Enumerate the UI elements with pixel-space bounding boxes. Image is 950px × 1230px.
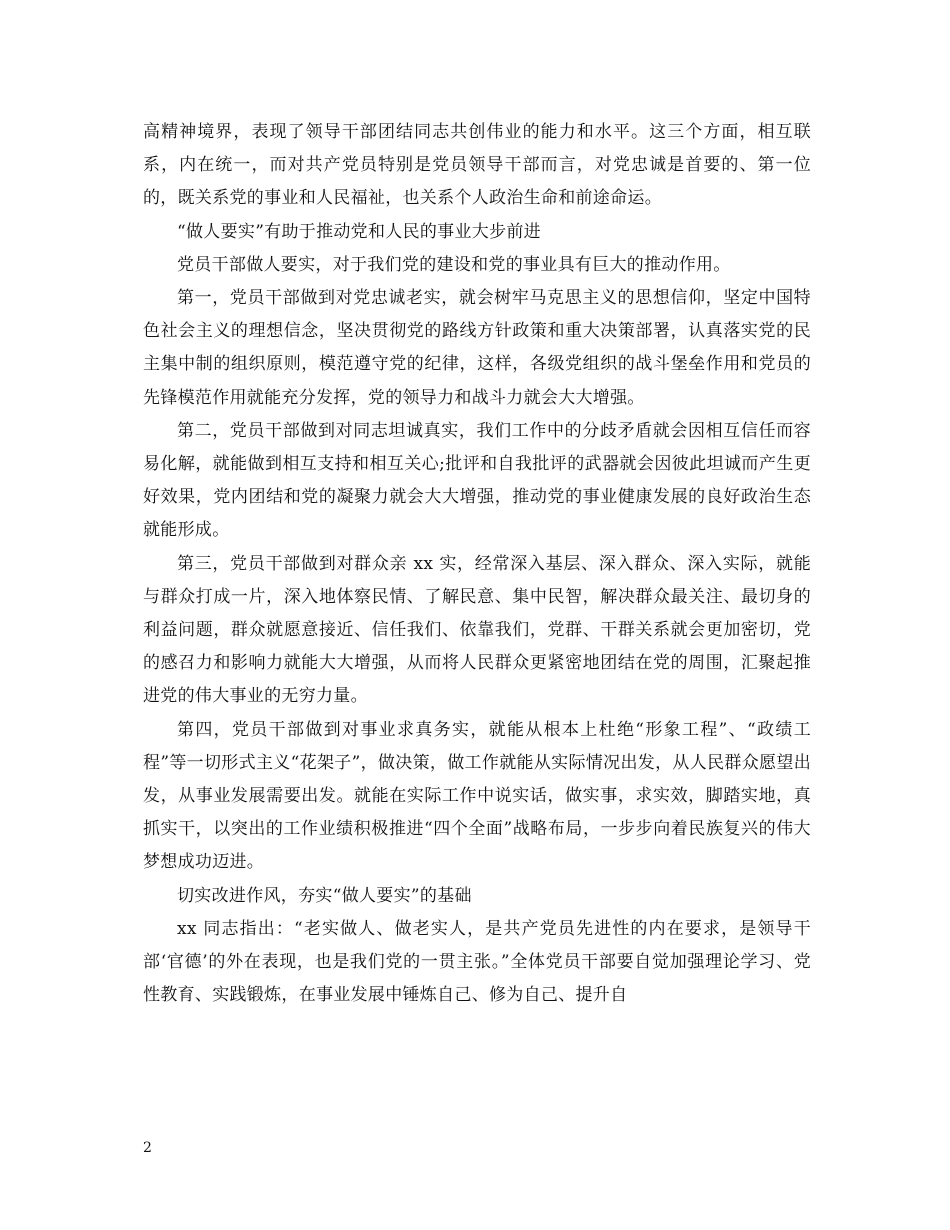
paragraph: 第二，党员干部做到对同志坦诚真实，我们工作中的分歧矛盾就会因相互信任而容易化解，就能做到相互支持和相互关心;批评和自我批评的武器就会因彼此坦诚而产生更好效果，党内团结和党的凝聚力就会大大增强，推动党的事业健康发展的良好政治生态就能形成。 [143,420,811,541]
paragraph: xx 同志指出：“老实做人、做老实人，是共产党员先进性的内在要求，是领导干部‘官德’的外在表现，也是我们党的一贯主张。”全体党员干部要自觉加强理论学习、党性教育、实践锻炼，在事业发展中锤炼自己、修为自己、提升自 [143,918,811,1006]
section-heading: “做人要实”有助于推动党和人民的事业大步前进 [177,221,541,242]
paragraph: 党员干部做人要实，对于我们党的建设和党的事业具有巨大的推动作用。 [177,254,731,275]
page-number: 2 [143,1140,152,1156]
paragraph: 第三，党员干部做到对群众亲 xx 实，经常深入基层、深入群众、深入实际，就能与群众打成一片，深入地体察民情、了解民意、集中民智，解决群众最关注、最切身的利益问题，群众就愿意接近、信任我们、依靠我们，党群、干群关系就会更加密切，党的感召力和影响力就能大大增强，从而将人民群众更紧密地团结在党的周围，汇聚起推进党的伟大事业的无穷力量。 [143,553,811,707]
paragraph: 第一，党员干部做到对党忠诚老实，就会树牢马克思主义的思想信仰，坚定中国特色社会主义的理想信念，坚决贯彻党的路线方针政策和重大决策部署，认真落实党的民主集中制的组织原则，模范遵守党的纪律，这样，各级党组织的战斗堡垒作用和党员的先锋模范作用就能充分发挥，党的领导力和战斗力就会大大增强。 [143,288,811,408]
section-heading: 切实改进作风，夯实“做人要实”的基础 [177,885,472,906]
paragraph-continuation: 高精神境界，表现了领导干部团结同志共创伟业的能力和水平。这三个方面，相互联系，内在统一，而对共产党员特别是党员领导干部而言，对党忠诚是首要的、第一位的，既关系党的事业和人民福祉，也关系个人政治生命和前途命运。 [143,122,811,209]
paragraph: 第四，党员干部做到对事业求真务实，就能从根本上杜绝“形象工程”、“政绩工程”等一切形式主义“花架子”，做决策，做工作就能从实际情况出发，从人民群众愿望出发，从事业发展需要出发。就能在实际工作中说实话，做实事，求实效，脚踏实地，真抓实干，以突出的工作业绩积极推进“四个全面”战略布局，一步步向着民族复兴的伟大梦想成功迈进。 [143,719,811,873]
document-body [143,116,811,1012]
